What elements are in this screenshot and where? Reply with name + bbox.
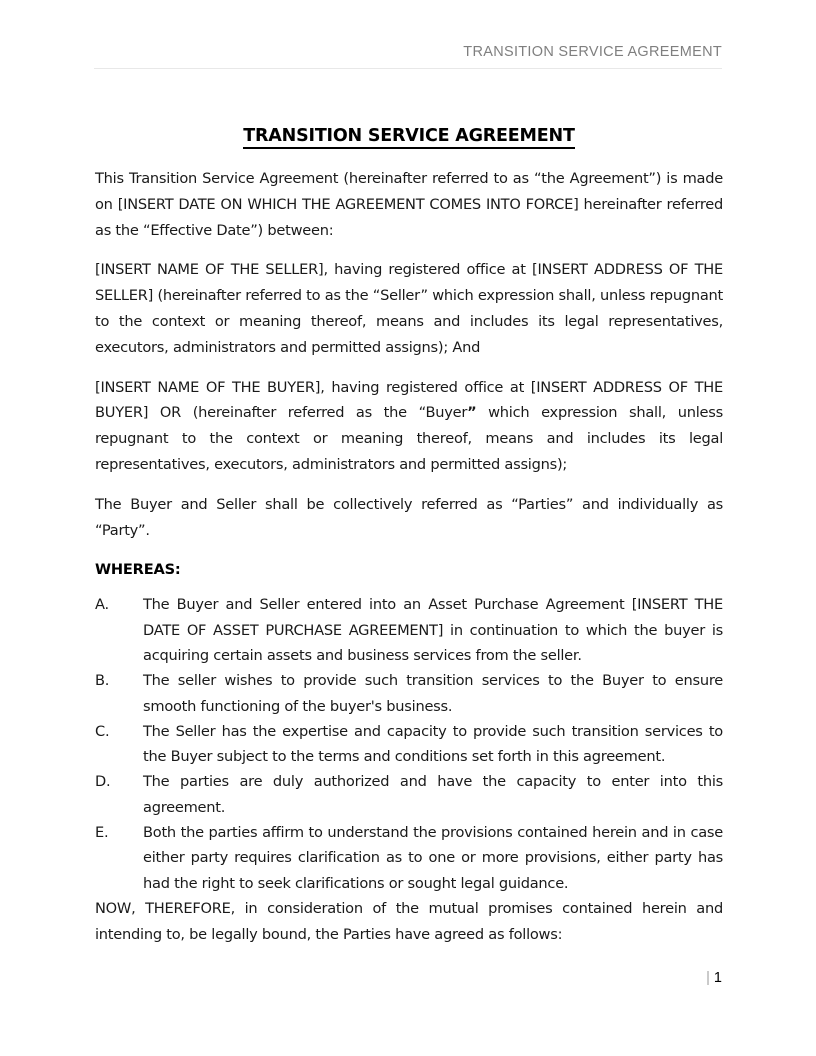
paragraph-buyer-part1: [INSERT NAME OF THE BUYER], having registered office at [INSERT ADDRESS OF THE BUYER] OR (hereinafter referred as the “Buyer [95, 378, 723, 422]
list-item-marker: B. [95, 672, 110, 690]
paragraph-closing: NOW, THEREFORE, in consideration of the mutual promises contained herein and intending to, be legally bound, the Parties have agreed as follows: [95, 899, 723, 943]
list-item-marker: D. [95, 773, 111, 791]
document-title [95, 124, 723, 148]
footer-page-number: 1 [713, 970, 722, 986]
recitals-list [95, 592, 723, 896]
page-footer [94, 968, 722, 988]
list-item [95, 769, 723, 820]
list-item-text: The seller wishes to provide such transition services to the Buyer to ensure smooth functioning of the buyer's business. [143, 672, 723, 715]
list-item-text: The parties are duly authorized and have the capacity to enter into this agreement. [143, 773, 723, 816]
list-item [95, 820, 723, 896]
document-body [95, 124, 723, 962]
list-item [95, 592, 723, 668]
header-title: TRANSITION SERVICE AGREEMENT [463, 44, 722, 60]
list-item-marker: A. [95, 596, 109, 614]
document-title-text: TRANSITION SERVICE AGREEMENT [243, 126, 574, 149]
list-item [95, 719, 723, 770]
paragraph-seller: [INSERT NAME OF THE SELLER], having registered office at [INSERT ADDRESS OF THE SELLER] (hereinafter referred to as the “Seller” which expression shall, unless repugnant to the context or meaning thereof, means and includes its legal representatives, executors, administrators and permitted assigns); And [95, 261, 723, 356]
paragraph-parties: The Buyer and Seller shall be collectively referred as “Parties” and individually as “Party”. [95, 495, 723, 539]
page-header [94, 43, 722, 69]
paragraph-intro: This Transition Service Agreement (hereinafter referred to as “the Agreement”) is made on [INSERT DATE ON WHICH THE AGREEMENT COMES INTO FORCE] hereinafter referred as the “Effective Date”) between: [95, 170, 723, 239]
list-item-marker: E. [95, 824, 109, 842]
list-item-text: The Buyer and Seller entered into an Asset Purchase Agreement [INSERT THE DATE OF ASSET PURCHASE AGREEMENT] in continuation to which the buyer is acquiring certain assets and business services from the seller. [143, 596, 723, 664]
list-item-marker: C. [95, 722, 110, 740]
header-divider [94, 68, 722, 69]
paragraph-buyer [95, 375, 723, 478]
footer-separator: | [706, 970, 710, 986]
paragraph-buyer-part2: which expression shall, unless repugnant to the context or meaning thereof, means and includes its legal representatives, executors, administrators and permitted assigns); [95, 404, 723, 473]
whereas-heading: WHEREAS: [95, 561, 181, 579]
list-item-text: The Seller has the expertise and capacity to provide such transition services to the Buyer subject to the terms and conditions set forth in this agreement. [143, 722, 723, 766]
list-item-text: Both the parties affirm to understand the provisions contained herein and in case either party requires clarification as to one or more provisions, either party has had the right to seek clarifications or sought legal guidance. [143, 824, 723, 892]
list-item [95, 668, 723, 719]
paragraph-buyer-closing-quote: ” [467, 404, 477, 422]
